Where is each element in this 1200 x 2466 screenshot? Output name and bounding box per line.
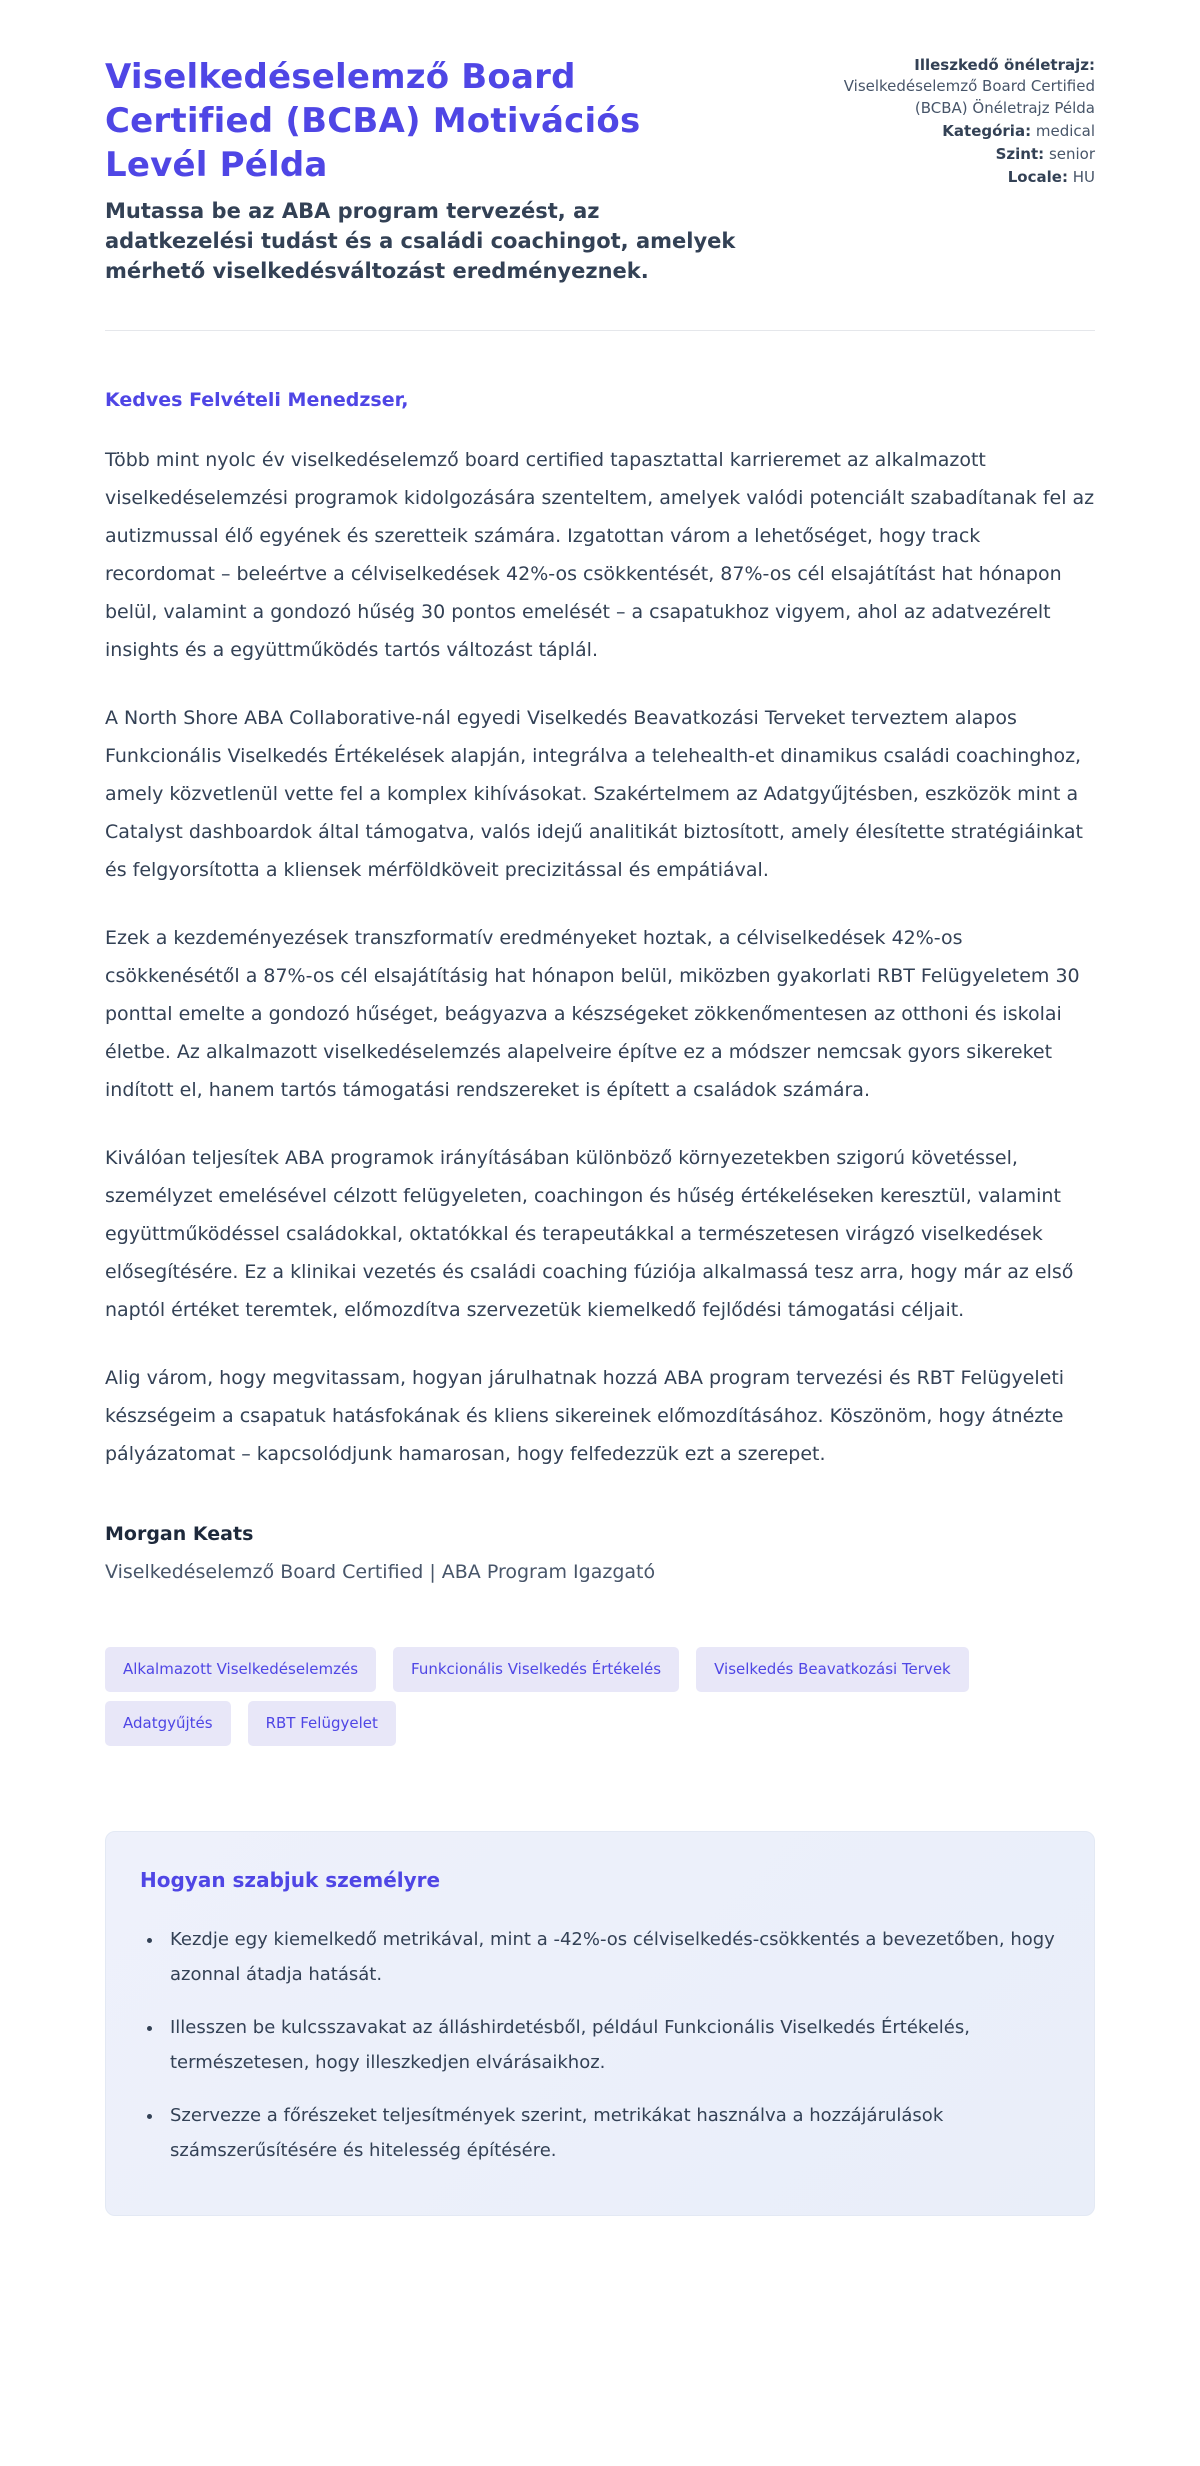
locale-value: HU — [1072, 168, 1095, 187]
keyword-tag: Funkcionális Viselkedés Értékelés — [393, 1647, 679, 1692]
cover-letter-body — [105, 389, 1095, 1587]
signature-role: Viselkedéselemző Board Certified | ABA Program Igazgató — [105, 1560, 656, 1583]
level-label: Szint: — [995, 145, 1045, 164]
category-value: medical — [1035, 121, 1095, 140]
keyword-tag: RBT Felügyelet — [248, 1701, 396, 1746]
personalization-tips-list — [140, 1922, 1060, 2169]
meta-locale — [840, 167, 1095, 188]
level-value: senior — [1048, 145, 1095, 164]
keyword-tags — [105, 1647, 1005, 1746]
matching-resume-value: Viselkedéselemző Board Certified (BCBA) Önéletrajz Példa — [843, 77, 1095, 117]
signature-name: Morgan Keats — [105, 1522, 254, 1545]
matching-resume-label: Illeszkedő önéletrajz: — [914, 56, 1095, 74]
letter-paragraph: A North Shore ABA Collaborative-nál egyedi Viselkedés Beavatkozási Terveket terveztem alapos Funkcionális Viselkedés Értékelések alapján, integrálva a telehealth-et dinamikus családi coachinghoz, amely közvetlenül vette fel a komplex kihívásokat. Szakértelmem az Adatgyűjtésben, eszközök mint a Catalyst dashboardok által támogatva, valós idejű analitikát biztosított, amely élesítette stratégiáinkat és felgyorsította a kliensek mérföldköveit precizitással és empátiával. — [105, 706, 1083, 881]
keyword-tag: Alkalmazott Viselkedéselemzés — [105, 1647, 376, 1692]
personalization-tips-title: Hogyan szabjuk személyre — [140, 1868, 441, 1892]
letter-greeting: Kedves Felvételi Menedzser, — [105, 388, 409, 411]
personalization-tips-box — [105, 1831, 1095, 2216]
header-divider — [105, 330, 1095, 331]
locale-label: Locale: — [1007, 168, 1068, 187]
letter-paragraph: Több mint nyolc év viselkedéselemző board certified tapasztattal karrieremet az alkalmazott viselkedéselemzési programok kidolgozására szenteltem, amelyek valódi potenciált szabadítanak fel az autizmussal élő egyének és szeretteik számára. Izgatottan várom a lehetőséget, hogy track recordomat – beleértve a célviselkedések 42%-os csökkentését, 87%-os cél elsajátítást hat hónapon belül, valamint a gondozó hűség 30 pontos emelését – a csapatukhoz vigyem, ahol az adatvezérelt insights és a együttműködés tartós változást táplál. — [105, 448, 1095, 661]
page-title: Viselkedéselemző Board Certified (BCBA) Motivációs Levél Példa — [105, 57, 641, 186]
keyword-tag: Viselkedés Beavatkozási Tervek — [696, 1647, 969, 1692]
header-meta — [840, 55, 1095, 189]
meta-category — [840, 121, 1095, 142]
matching-resume — [840, 55, 1095, 119]
personalization-tip: • Szervezze a főrészeket teljesítmények szerint, metrikákat használva a hozzájárulások számszerűsítésére és hitelesség építésére. — [164, 2098, 1060, 2168]
keyword-tag: Adatgyűjtés — [105, 1701, 231, 1746]
personalization-tip: • Illesszen be kulcsszavakat az álláshirdetésből, például Funkcionális Viselkedés Értékelés, természetesen, hogy illeszkedjen elvárásaikhoz. — [164, 2010, 1060, 2080]
content-container — [105, 0, 1095, 2284]
letter-paragraph: Ezek a kezdeményezések transzformatív eredményeket hoztak, a célviselkedések 42%-os csökkenésétől a 87%-os cél elsajátításig hat hónapon belül, miközben gyakorlati RBT Felügyeletem 30 ponttal emelte a gondozó hűséget, beágyazva a készségeket zökkenőmentesen az otthoni és iskolai életbe. Az alkalmazott viselkedéselemzés alapelveire építve ez a módszer nemcsak gyors sikereket indított el, hanem tartós támogatási rendszereket is épített a családok számára. — [105, 926, 1080, 1101]
header-title-block — [105, 55, 750, 286]
header — [105, 55, 1095, 286]
personalization-tip: • Kezdje egy kiemelkedő metrikával, mint a -42%-os célviselkedés-csökkentés a bevezetőben, hogy azonnal átadja hatását. — [164, 1922, 1060, 1992]
signature — [105, 1523, 1095, 1587]
page-subtitle: Mutassa be az ABA program tervezést, az adatkezelési tudást és a családi coachingot, amelyek mérhető viselkedésváltozást eredményeznek. — [105, 198, 736, 283]
meta-level — [840, 144, 1095, 165]
letter-paragraph: Alig várom, hogy megvitassam, hogyan járulhatnak hozzá ABA program tervezési és RBT Felügyeleti készségeim a csapatuk hatásfokának és kliens sikereinek előmozdításához. Köszönöm, hogy átnézte pályázatomat – kapcsolódjunk hamarosan, hogy felfedezzük ezt a szerepet. — [105, 1366, 1065, 1465]
letter-paragraph: Kiválóan teljesítek ABA programok irányításában különböző környezetekben szigorú követéssel, személyzet emelésével célzott felügyeleten, coachingon és hűség értékeléseken keresztül, valamint együttműködéssel családokkal, oktatókkal és terapeutákkal a természetesen virágzó viselkedések elősegítésére. Ez a klinikai vezetés és családi coaching fúziója alkalmassá tesz arra, hogy már az első naptól értéket teremtek, előmozdítva szervezetük kiemelkedő fejlődési támogatási céljait. — [105, 1146, 1074, 1321]
category-label: Kategória: — [942, 121, 1032, 140]
